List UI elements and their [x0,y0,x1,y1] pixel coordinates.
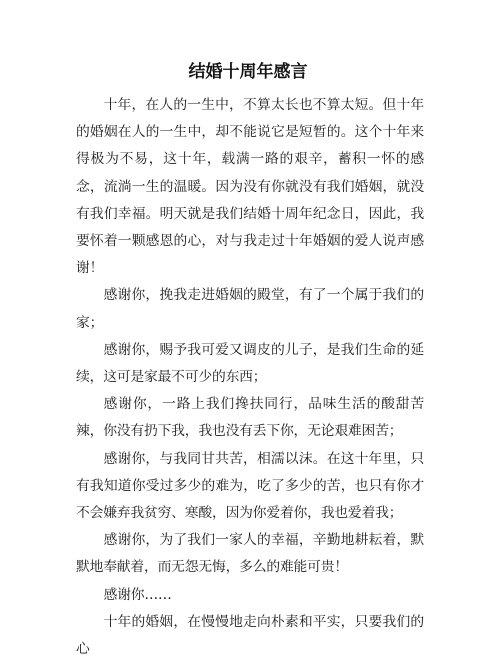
paragraph: 感谢你，与我同甘共苦，相濡以沫。在这十年里，只有我知道你受过多少的难为，吃了多少的苦，也只有你才不会嫌弃我贫穷、寒酸，因为你爱着你，我也爱着我； [76,450,424,522]
paragraph: 感谢你，挽我走进婚姻的殿堂，有了一个属于我们的家； [76,287,424,331]
paragraph: 感谢你，为了我们一家人的幸福，辛勤地耕耘着，默默地奉献着，而无怨无悔，多么的难能可贵！ [76,532,424,576]
paragraph: 十年的婚姻，在慢慢地走向朴素和平实，只要我们的心 [76,613,424,658]
paragraph: 感谢你…… [103,586,172,603]
document-body [76,92,424,663]
paragraph: 十年，在人的一生中，不算太长也不算太短。但十年的婚姻在人的一生中，却不能说它是短暂的。这个十年来得极为不易，这十年，载满一路的艰辛，蓄积一怀的感念，流淌一生的温暖。因为没有你就没有我们婚姻，就没有我们幸福。明天就是我们结婚十周年纪念日，因此，我要怀着一颗感恩的心，对与我走过十年婚姻的爱人说声感谢！ [76,97,424,277]
paragraph: 感谢你，赐予我可爱又调皮的儿子，是我们生命的延续，这可是家最不可少的东西； [76,341,424,386]
paragraph: 感谢你，一路上我们搀扶同行，品味生活的酸甜苦辣，你没有扔下我，我也没有丢下你，无论艰难困苦； [76,396,424,440]
document-title: 结婚十周年感言 [188,62,308,82]
